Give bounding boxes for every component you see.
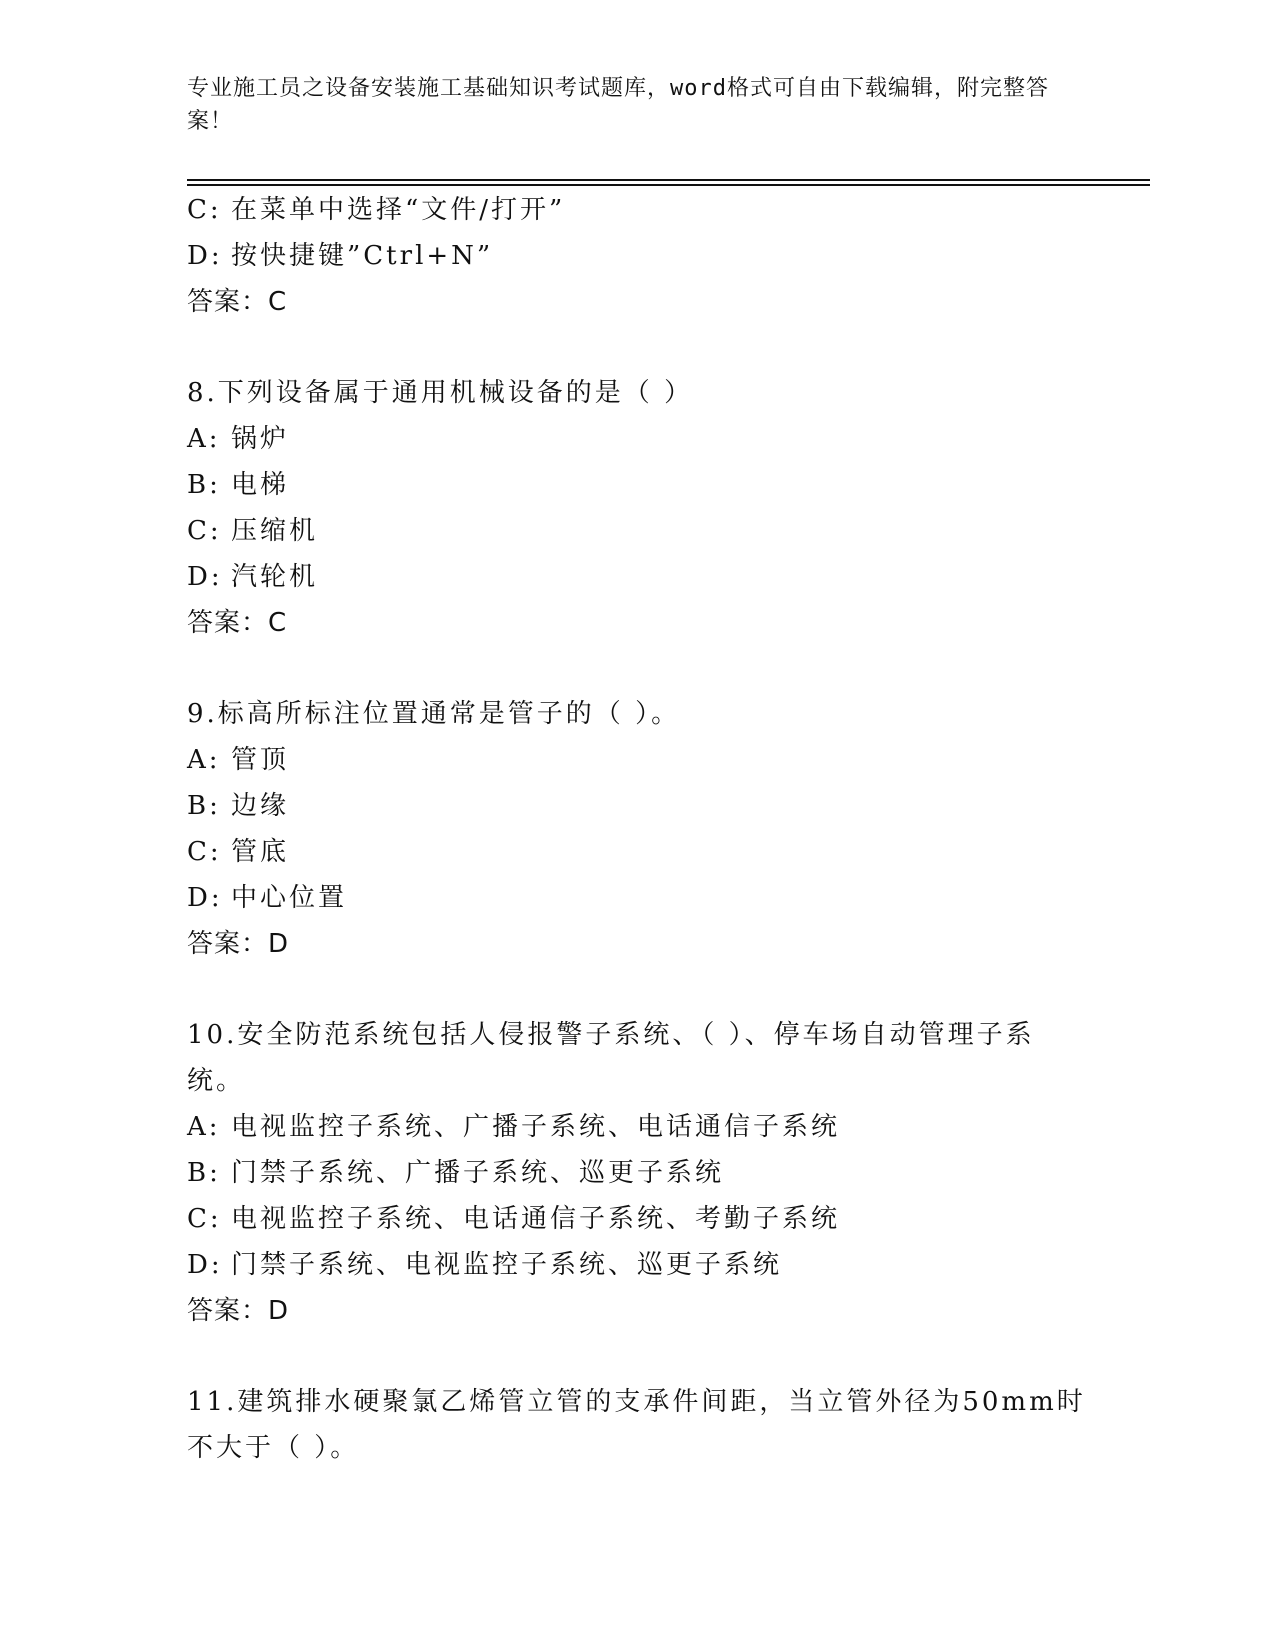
question-stem-line-2: 不大于（ ）。	[187, 1433, 360, 1463]
spacer	[187, 646, 1067, 691]
answer-line: 答案：D	[187, 1296, 290, 1326]
option-text: 中心位置	[231, 883, 348, 913]
option-c	[187, 829, 1067, 875]
option-b	[187, 1150, 1067, 1196]
question-stem: 8.下列设备属于通用机械设备的是（ ）	[187, 378, 694, 408]
option-c	[187, 187, 1067, 233]
option-label: B:	[187, 791, 221, 821]
option-text: 门禁子系统、广播子系统、巡更子系统	[231, 1158, 725, 1188]
option-label: B:	[187, 1158, 221, 1188]
option-text: 在菜单中选择“文件/打开”	[231, 195, 566, 225]
option-label: D:	[187, 562, 223, 592]
spacer	[187, 325, 1067, 370]
header-title: 专业施工员之设备安装施工基础知识考试题库，word格式可自由下载编辑，附完整答案！	[187, 76, 1049, 134]
option-a	[187, 1104, 1067, 1150]
answer-line: 答案：C	[187, 287, 288, 317]
option-text: 电视监控子系统、电话通信子系统、考勤子系统	[231, 1204, 841, 1234]
answer-line: 答案：D	[187, 929, 290, 959]
option-label: A:	[187, 1112, 221, 1142]
option-a	[187, 737, 1067, 783]
option-label: C:	[187, 516, 222, 546]
option-c	[187, 1196, 1067, 1242]
option-b	[187, 783, 1067, 829]
option-text: 电视监控子系统、广播子系统、电话通信子系统	[231, 1112, 841, 1142]
option-label: D:	[187, 241, 223, 271]
question-stem-line-1: 11.建筑排水硬聚氯乙烯管立管的支承件间距，当立管外径为50mm时	[187, 1387, 1086, 1417]
option-text: 管顶	[231, 745, 290, 775]
option-text: 锅炉	[231, 424, 290, 454]
option-label: C:	[187, 1204, 222, 1234]
option-label: B:	[187, 470, 221, 500]
option-d	[187, 875, 1067, 921]
option-a	[187, 416, 1067, 462]
document-header	[187, 72, 1067, 138]
question-stem: 9.标高所标注位置通常是管子的（ ）。	[187, 699, 681, 729]
header-divider-top	[187, 179, 1150, 181]
option-label: C:	[187, 195, 222, 225]
option-d	[187, 233, 1067, 279]
option-d	[187, 554, 1067, 600]
option-c	[187, 508, 1067, 554]
answer-line: 答案：C	[187, 608, 288, 638]
question-list	[187, 187, 1086, 1471]
spacer	[187, 1334, 1067, 1379]
header-divider-bottom	[187, 184, 1150, 186]
option-d	[187, 1242, 1067, 1288]
option-text: 电梯	[231, 470, 290, 500]
option-text: 管底	[231, 837, 290, 867]
option-text: 汽轮机	[231, 562, 319, 592]
option-label: D:	[187, 1250, 223, 1280]
question-stem-line-1: 10.安全防范系统包括人侵报警子系统、（ ）、停车场自动管理子系	[187, 1020, 1035, 1050]
spacer	[187, 967, 1067, 1012]
option-text: 门禁子系统、电视监控子系统、巡更子系统	[231, 1250, 783, 1280]
option-text: 边缘	[231, 791, 290, 821]
option-label: C:	[187, 837, 222, 867]
option-b	[187, 462, 1067, 508]
option-label: A:	[187, 424, 221, 454]
option-label: D:	[187, 883, 223, 913]
option-text: 压缩机	[231, 516, 319, 546]
question-stem-line-2: 统。	[187, 1066, 246, 1096]
option-text: 按快捷键”Ctrl+N”	[231, 241, 494, 271]
option-label: A:	[187, 745, 221, 775]
